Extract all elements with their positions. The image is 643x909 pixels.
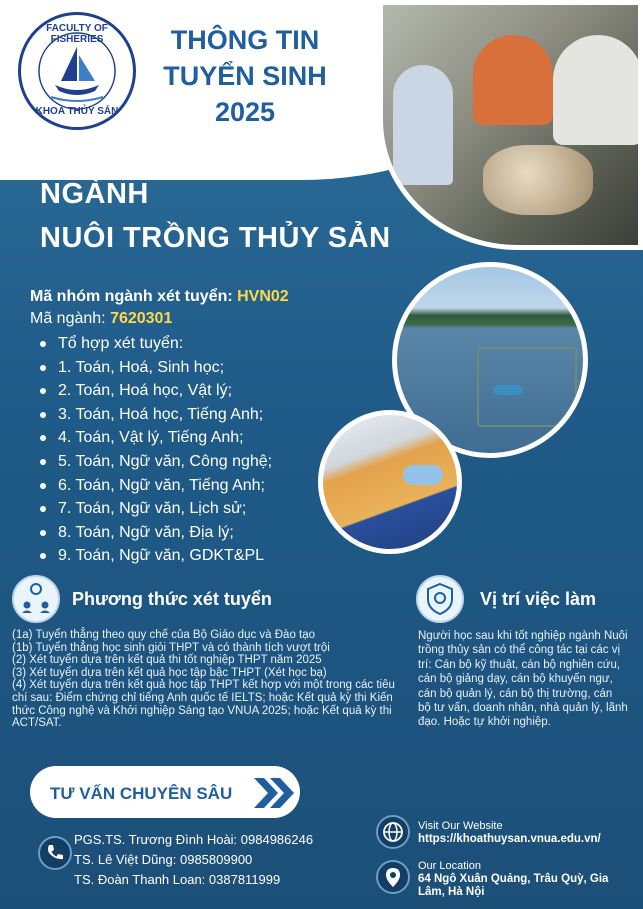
title-line-2: TUYỂN SINH (163, 61, 327, 91)
method-line: (3) Xét tuyển dựa trên kết quả học tập bậc THPT (Xét học bạ) (12, 666, 327, 679)
major-heading (40, 172, 391, 260)
globe-icon (376, 815, 410, 849)
group-code-value: HVN02 (237, 288, 289, 305)
contact-item: TS. Lê Việt Dũng: 0985809900 (74, 852, 253, 867)
list-item: 5. Toán, Ngữ văn, Công nghệ; (40, 450, 272, 474)
method-line: (2) Xét tuyển dựa trên kết quả thi tốt nghiệp THPT năm 2025 (12, 654, 322, 667)
group-code-row (30, 286, 289, 308)
group-code-label: Mã nhóm ngành xét tuyển: (30, 288, 233, 305)
list-item: 4. Toán, Vật lý, Tiếng Anh; (40, 426, 272, 450)
title-year: 2025 (214, 97, 276, 127)
title-line-1: THÔNG TIN (170, 25, 320, 55)
list-item: 7. Toán, Ngữ văn, Lịch sử; (40, 497, 272, 521)
method-line: (1a) Tuyển thẳng theo quy chế của Bộ Giáo dục và Đào tạo (12, 629, 316, 641)
jobs-title: Vị trí việc làm (480, 589, 597, 609)
logo-top-text: FACULTY OF FISHERIES (46, 23, 108, 45)
major-code-row (30, 308, 289, 330)
shrimp-lab-photo (318, 410, 462, 554)
methods-title: Phương thức xét tuyển (72, 589, 272, 609)
phone-icon (38, 836, 72, 870)
method-line: (1b) Tuyển thẳng học sinh giỏi THPT và có thành tích vượt trội (12, 641, 330, 654)
jobs-body: Người học sau khi tốt nghiệp ngành Nuôi trồng thủy sản có thể công tác tại các vị trí: Cán bộ kỹ thuật, cán bộ nghiên cứu, cán bộ giảng dạy, cán bộ khuyến ngư, cán bộ quản lý, cán bộ thị trường, cán bộ tư vấn, doanh nhân, nhà quản lý, lãnh đạo. Hoặc tự khởi nghiệp. (418, 630, 628, 729)
consult-label: TƯ VẤN CHUYÊN SÂU (50, 784, 233, 803)
logo-bottom-text: KHOA THỦY SẢN (35, 106, 119, 117)
major-line-1: NGÀNH (40, 178, 149, 210)
people-lightbulb-icon (12, 575, 60, 623)
page-title (160, 22, 330, 130)
contact-item: TS. Đoàn Thanh Loan: 0387811999 (74, 872, 281, 887)
list-item: 3. Toán, Hoá học, Tiếng Anh; (40, 403, 272, 427)
list-item: 2. Toán, Hoá học, Vật lý; (40, 379, 272, 403)
location-pin-icon (376, 860, 410, 894)
list-item: 9. Toán, Ngữ văn, GDKT&PL (40, 544, 272, 568)
list-item: 6. Toán, Ngữ văn, Tiếng Anh; (40, 474, 272, 498)
consult-contacts (74, 830, 313, 890)
contact-item: PGS.TS. Trương Đình Hoài: 0984986246 (74, 832, 314, 847)
location-address: 64 Ngô Xuân Quảng, Trâu Quỳ, Gia Lâm, Hà Nội (418, 873, 609, 898)
list-item: 8. Toán, Ngữ văn, Địa lý; (40, 521, 272, 545)
major-code-label: Mã ngành: (30, 310, 106, 327)
list-item: Tổ hợp xét tuyển: (40, 332, 272, 356)
badge-icon (416, 575, 464, 623)
major-code-value: 7620301 (110, 310, 173, 327)
admission-codes (30, 286, 289, 330)
faculty-logo (18, 12, 136, 130)
method-line: (4) Xét tuyển dựa trên kết quả học tập THPT kết hợp với một trong các tiêu chí sau: Điểm chứng chỉ tiếng Anh quốc tế IELTS; hoặc Kết quả kỳ thi Kiến thức Công nghệ và Khởi nghiệp Sáng tạo VNUA 2025; hoặc Kết quả kỳ thi ACT/SAT. (12, 679, 395, 730)
website-block (418, 820, 601, 846)
lab-photo (378, 0, 643, 250)
double-chevron-right-icon (252, 776, 298, 810)
list-item: 1. Toán, Hoá, Sinh học; (40, 356, 272, 380)
location-block (418, 860, 618, 899)
website-label: Visit Our Website (418, 820, 503, 832)
subject-combo-list (40, 332, 272, 568)
methods-body (12, 629, 407, 730)
website-link[interactable]: https://khoathuysan.vnua.edu.vn/ (418, 833, 601, 845)
major-line-2: NUÔI TRỒNG THỦY SẢN (40, 222, 391, 254)
location-label: Our Location (418, 860, 481, 872)
